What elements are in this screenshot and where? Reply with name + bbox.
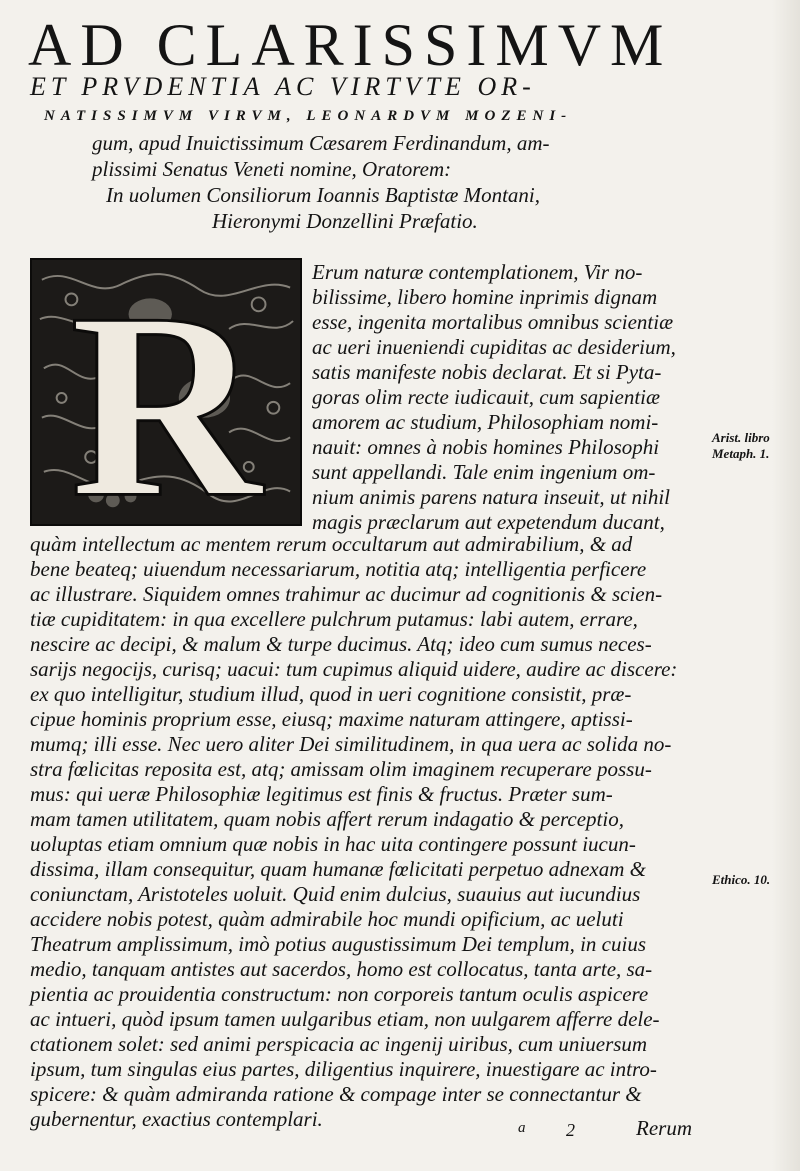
signature-number: 2: [566, 1120, 575, 1140]
body-line: uoluptas etiam omnium quæ nobis in hac uita contingere possunt iucun-: [30, 832, 636, 856]
heading-line: gum, apud Inuictissimum Cæsarem Ferdinandum, am-: [92, 131, 550, 155]
body-line: goras olim recte iudicauit, cum sapientiæ: [312, 385, 661, 409]
body-line: nescire ac decipi, & malum & turpe ducimus. Atq; ideo cum sumus neces-: [30, 632, 652, 656]
initial-letter-r: R: [69, 260, 263, 524]
margin-note-ethico: [712, 872, 770, 888]
body-line: magis præclarum aut expetendum ducant,: [312, 510, 665, 534]
margin-note-line: Arist. libro: [712, 430, 770, 445]
catchword: Rerum: [636, 1116, 692, 1140]
margin-note-line: Ethico. 10.: [712, 872, 771, 887]
body-line: nium animis parens natura inseuit, ut nihil: [312, 485, 670, 509]
body-line: coniunctam, Aristoteles uoluit. Quid enim dulcius, suauius aut iucundius: [30, 882, 641, 906]
body-line: ac intueri, quòd ipsum tamen uulgaribus etiam, non uulgarem afferre dele-: [30, 1007, 660, 1031]
body-line: mumq; illi esse. Nec uero aliter Dei similitudinem, in qua uera ac solida no-: [30, 732, 672, 756]
body-line: Theatrum amplissimum, imò potius augustissimum Dei templum, in cuius: [30, 932, 647, 956]
page-edge-bleedthrough: [772, 0, 800, 1171]
body-line: sarijs negocijs, curisq; uacui: tum cupimus aliquid uidere, audire ac discere:: [30, 657, 678, 681]
body-line: stra fœlicitas reposita est, atq; amissam olim imaginem recuperare possu-: [30, 757, 652, 781]
woodcut-illustration: [32, 260, 300, 524]
body-line: satis manifeste nobis declarat. Et si Pyta-: [312, 360, 662, 384]
body-line: mus: qui ueræ Philosophiæ legitimus est finis & fructus. Præter sum-: [30, 782, 613, 806]
margin-note-line: Metaph. 1.: [712, 446, 770, 461]
body-line: cipue hominis proprium esse, eiusq; maxime naturam attingere, aptissi-: [30, 707, 633, 731]
body-line: spicere: & quàm admiranda ratione & compage inter se connectantur &: [30, 1082, 642, 1106]
title-line-3: NATISSIMVM VIRVM, LEONARDVM MOZENI-: [44, 108, 573, 124]
body-line: medio, tanquam antistes aut sacerdos, homo est collocatus, tanta arte, sa-: [30, 957, 653, 981]
body-line: mam tamen utilitatem, quam nobis affert rerum indagatio & perceptio,: [30, 807, 624, 831]
body-line: accidere nobis potest, quàm admirabile hoc mundi opificium, ac ueluti: [30, 907, 624, 931]
body-line: bene beateq; uiuendum necessariarum, notitia atq; intelligentia perficere: [30, 557, 647, 581]
body-line: dissima, illam consequitur, quam humanæ fœlicitati perpetuo adnexam &: [30, 857, 646, 881]
body-line: sunt appellandi. Tale enim ingenium om-: [312, 460, 656, 484]
body-line: nauit: omnes à nobis homines Philosophi: [312, 435, 660, 459]
body-line: esse, ingenita mortalibus omnibus scientiæ: [312, 310, 674, 334]
decorated-initial-woodcut: [30, 258, 302, 526]
body-line: tiæ cupiditatem: in qua excellere pulchrum putamus: labi autem, errare,: [30, 607, 638, 631]
body-line: ac illustrare. Siquidem omnes trahimur ac ducimur ad cognitionis & scien-: [30, 582, 663, 606]
heading-line: plissimi Senatus Veneti nomine, Oratorem:: [92, 157, 452, 181]
title-line-2: ET PRVDENTIA AC VIRTVTE OR-: [30, 72, 536, 101]
heading-line: Hieronymi Donzellini Præfatio.: [212, 209, 478, 233]
margin-note-arist: [712, 430, 770, 462]
body-line: ipsum, tum singulas eius partes, diligentius inquirere, inuestigare ac intro-: [30, 1057, 657, 1081]
body-line: amorem ac studium, Philosophiam nomi-: [312, 410, 659, 434]
signature-mark: a: [518, 1120, 526, 1136]
body-line: ex quo intelligitur, studium illud, quod in ueri cognitione consistit, præ-: [30, 682, 632, 706]
title-line-1: AD CLARISSIMVM: [28, 12, 673, 78]
body-line: ac ueri inueniendi cupiditas ac desiderium,: [312, 335, 676, 359]
body-line: quàm intellectum ac mentem rerum occultarum aut admirabilium, & ad: [30, 532, 633, 556]
body-line: gubernentur, exactius contemplari.: [30, 1107, 323, 1131]
body-line: ctationem solet: sed animi perspicacia ac ingenij uiribus, cum uniuersum: [30, 1032, 648, 1056]
body-line: pientia ac prouidentia constructum: non corporeis tantum oculis aspicere: [30, 982, 649, 1006]
body-line: Erum naturæ contemplationem, Vir no-: [312, 260, 643, 284]
body-line: bilissime, libero homine inprimis dignam: [312, 285, 658, 309]
heading-line: In uolumen Consiliorum Ioannis Baptistæ Montani,: [106, 183, 541, 207]
